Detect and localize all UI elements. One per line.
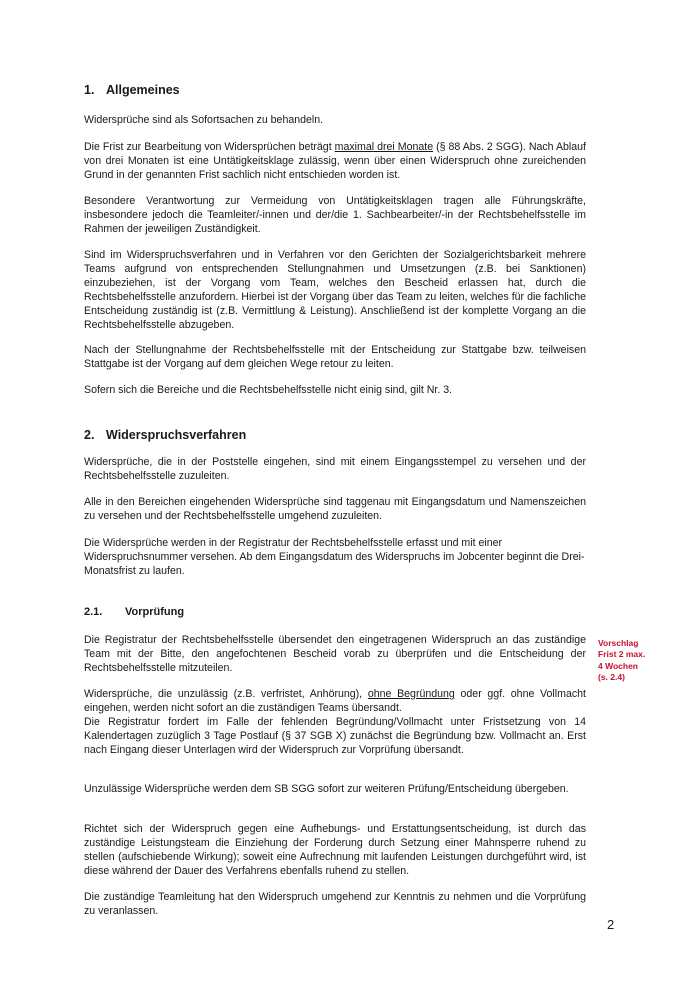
section-2-1-paragraph-3: Die Registratur fordert im Falle der fehlenden Begründung/Vollmacht unter Fristsetzung von 14 Kalendertagen zuzüglich 3 Tage Postlauf (§ 37 SGB X) zunächst die Begründung bzw. Vollmacht an. Erst nach Eingang dieser Unterlagen wird der Widerspruch zur Vorprüfung übersandt. [84, 716, 586, 757]
section-2-1-paragraph-5: Richtet sich der Widerspruch gegen eine Aufhebungs- und Erstattungsentscheidung, ist durch das zuständige Leistungsteam die Einziehung der Forderung durch Setzung einer Mahnsperre ruhend zu stellen (aufschiebende Wirkung); soweit eine Aufrechnung mit laufenden Leistungen durchgeführt wird, ist diese während der Dauer des Verfahrens ebenfalls ruhend zu stellen. [84, 823, 586, 878]
section-1-paragraph-6: Sofern sich die Bereiche und die Rechtsbehelfsstelle nicht einig sind, gilt Nr. 3. [84, 384, 453, 396]
section-2-1-heading [84, 606, 184, 618]
section-2-paragraph-3: Die Widersprüche werden in der Registratur der Rechtsbehelfsstelle erfasst und mit einer Widerspruchsnummer versehen. Ab dem Eingangsdatum des Widerspruchs im Jobcenter beginnt die Drei-Monatsfrist zu laufen. [84, 537, 585, 578]
section-1-p2-text-end: (§ 88 Abs. 2 SGG). Nach Ablauf von drei Monaten ist eine Untätigkeitsklage zulässig, wenn über einen Widerspruch ohne zureichenden Grund in der genannten Frist sachlich nicht entschieden worden ist. [84, 141, 587, 182]
section-2-1-paragraph-6: Die zuständige Teamleitung hat den Widerspruch umgehend zur Kenntnis zu nehmen und die Vorprüfung zu veranlassen. [84, 891, 586, 918]
section-2-1-title: Vorprüfung [125, 606, 185, 618]
margin-note-line-3: 4 Wochen [598, 660, 638, 671]
section-2-title: Widerspruchsverfahren [106, 428, 247, 442]
section-2-paragraph-2: Alle in den Bereichen eingehenden Widersprüche sind taggenau mit Eingangsdatum und Namenszeichen zu versehen und der Rechtsbehelfsstelle umgehend zuzuleiten. [84, 496, 586, 523]
section-1-number: 1. [84, 83, 95, 97]
margin-note-line-4: (s. 2.4) [598, 671, 625, 682]
section-2-1-number: 2.1. [84, 606, 103, 618]
page-number: 2 [607, 917, 615, 932]
section-2-1-paragraph-1: Die Registratur der Rechtsbehelfsstelle übersendet den eingetragenen Widerspruch an das zuständige Team mit der Bitte, den angefochtenen Bescheid vorab zu überprüfen und die Entscheidung der Rechtsbehelfsstelle mitzuteilen. [84, 634, 586, 675]
section-1-paragraph-3: Besondere Verantwortung zur Vermeidung von Untätigkeitsklagen tragen alle Führungskräfte, insbesondere jedoch die Teamleiter/-innen und der/die 1. Sachbearbeiter/-in der Rechtsbehelfsstelle im Rahmen der jeweiligen Zuständigkeit. [84, 195, 586, 236]
section-1-p2-underlined: maximal drei Monate [334, 141, 434, 153]
section-1-paragraph-5: Nach der Stellungnahme der Rechtsbehelfsstelle mit der Entscheidung zur Stattgabe bzw. teilweisen Stattgabe ist der Vorgang auf dem gleichen Wege retour zu leiten. [84, 344, 586, 371]
section-2-paragraph-1: Widersprüche, die in der Poststelle eingehen, sind mit einem Eingangsstempel zu versehen und der Rechtsbehelfsstelle zuzuleiten. [84, 456, 586, 483]
section-2-1-paragraph-2 [84, 687, 586, 715]
section-2-1-p2-underlined: ohne Begründung [367, 688, 455, 700]
margin-note [598, 638, 688, 683]
margin-note-line-1: Vorschlag [598, 638, 639, 648]
section-1-heading [84, 83, 180, 97]
section-1-title: Allgemeines [106, 83, 180, 97]
section-1-paragraph-2 [84, 140, 586, 182]
section-2-1-p2-text-start: Widersprüche, die unzulässig (z.B. verfristet, Anhörung), [84, 688, 368, 700]
section-2-1-p2-text-end: oder ggf. ohne Vollmacht eingehen, werden nicht sofort an die zuständigen Teams übersandt. [84, 688, 586, 715]
margin-note-line-2: Frist 2 max. [598, 649, 646, 660]
section-1-paragraph-4: Sind im Widerspruchsverfahren und in Verfahren vor den Gerichten der Sozialgerichtsbarkeit mehrere Teams aufgrund von entsprechenden Stellungnahmen und Umsetzungen (z.B. bei Sanktionen) einzubeziehen, ist der Vorgang vom Team, welches den Bescheid erlassen hat, durch die Rechtsbehelfsstelle anzufordern. Hierbei ist der Vorgang über das Team zu leiten, welches für die fachliche Entscheidung zuständig ist (z.B. Vermittlung & Leistung). Anschließend ist der komplette Vorgang an die Rechtsbehelfsstelle abzugeben. [84, 249, 586, 332]
section-2-number: 2. [84, 428, 95, 442]
section-1-p2-text-start: Die Frist zur Bearbeitung von Widersprüchen beträgt [84, 141, 335, 153]
section-2-1-paragraph-4: Unzulässige Widersprüche werden dem SB SGG sofort zur weiteren Prüfung/Entscheidung übergeben. [84, 783, 569, 795]
section-1-paragraph-1: Widersprüche sind als Sofortsachen zu behandeln. [84, 114, 324, 126]
section-2-heading [84, 428, 246, 442]
